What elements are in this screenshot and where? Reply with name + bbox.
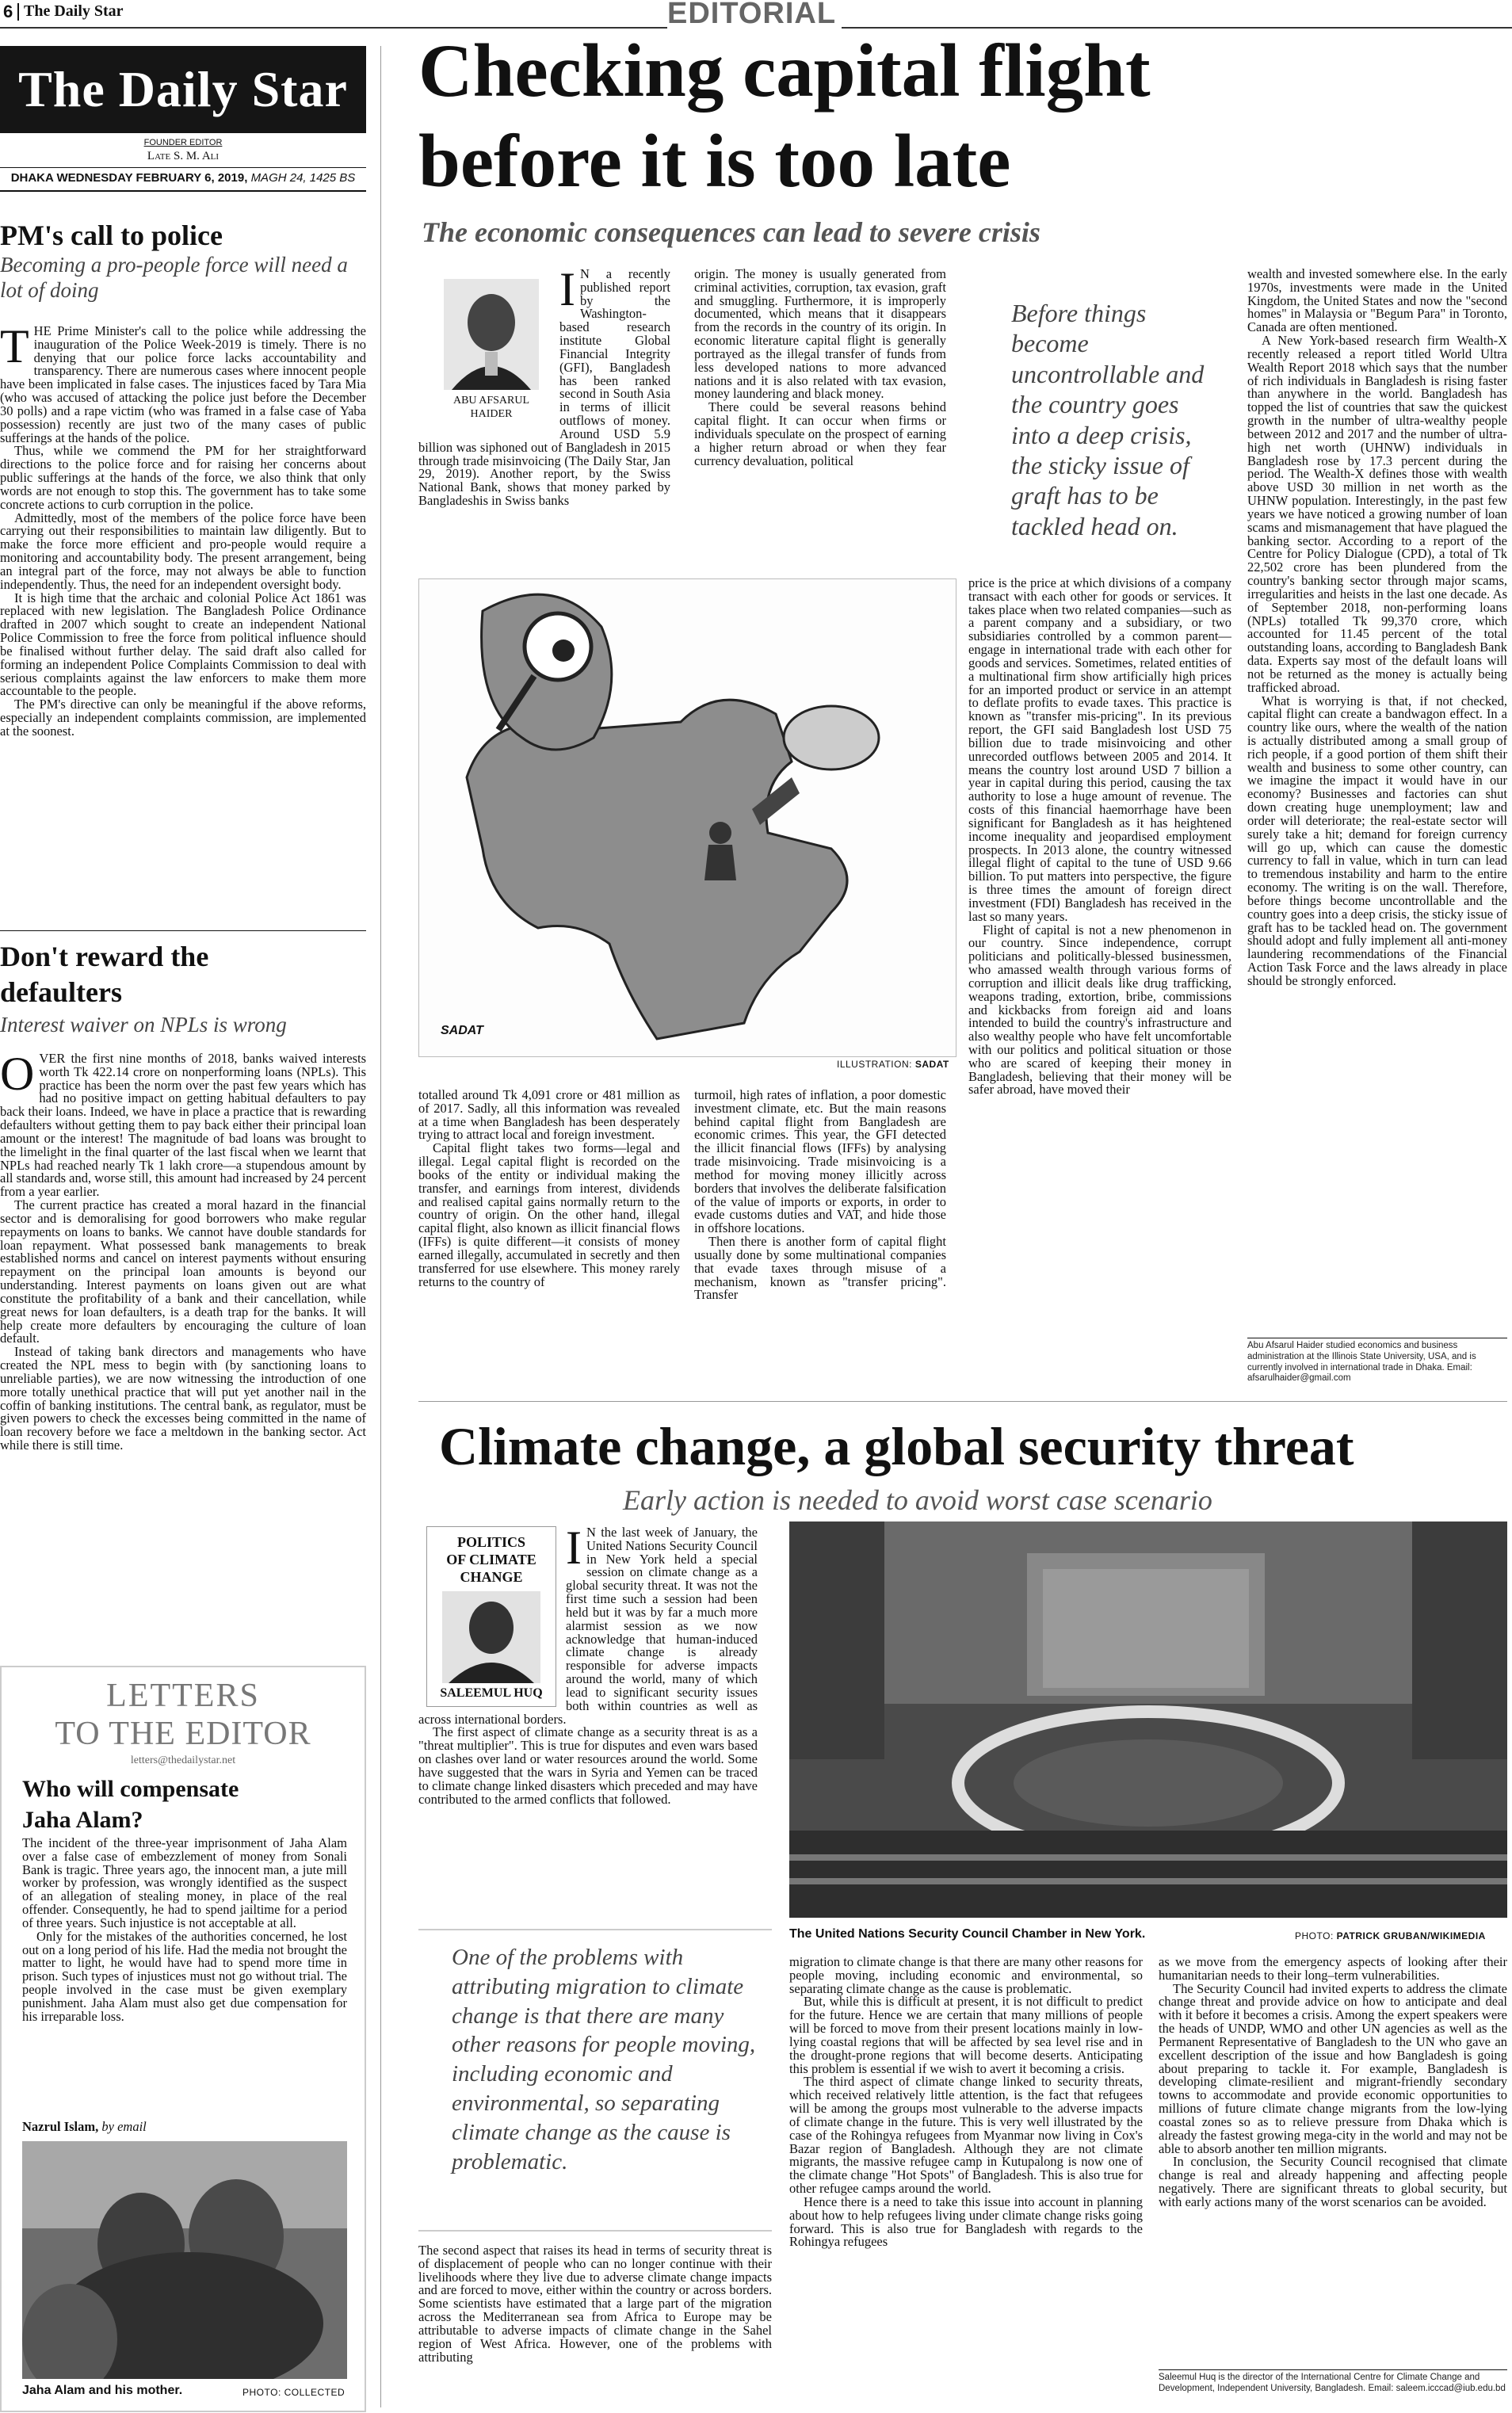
founder-label: FOUNDER EDITOR [143, 138, 223, 147]
article1-paragraph: What is worrying is that, if not checked, capital flight can create a bandwagon effect. In a country like ours, where the wealth of the nation is actually distributed among a small group of rich people, if a good portion of them shift their wealth and business to some other country, can we imagine the impact it would have in our economy? Businesses and factories can shut down creating huge unemployment; law and order will deteriorate; the real-estate sector will surely take a hit; demand for foreign currency will go up, which can cause the domestic currency to fall in value, which in turn can lead to tremendous instability and harm to the entire economy. The writing is on the wall. Therefore, before things become uncontrollable and the country goes into a deep crisis, the sticky issue of graft has to be tackled head on. The government should adopt and fully implement all anti-money laundering recommendations of the Financial Action Task Force and the laws already in place should be strongly enforced. [1247, 693, 1507, 988]
editorial2-headline: Don't reward the defaulters [0, 941, 209, 1008]
nameplate-title: The Daily Star [18, 61, 348, 117]
article2-photo-caption: The United Nations Security Council Chamber in New York. [789, 1927, 1146, 1941]
article1-col1 [418, 268, 670, 569]
letters-photo-caption: Jaha Alam and his mother. [22, 2384, 183, 2397]
article1-subhead: The economic consequences can lead to severe crisis [422, 216, 1040, 248]
column-label-float-space [418, 1526, 566, 1710]
letters-paragraph: The incident of the three-year imprisonment of Jaha Alam over a false case of embezzlement of money from Sonali Bank is tragic. Three years ago, the innocent man, a jute mill worker by profession, was wrongly identified as the suspect of an allegation of stealing money, in place of the real offender. Consequently, he had to spend jailtime for a period of three years. Such injustice is not acceptable at all. [22, 1837, 347, 1930]
article2-author: SALEEMUL HUQ [440, 1686, 543, 1700]
dateline [0, 171, 366, 185]
cartoon-signature: SADAT [441, 1024, 483, 1037]
letters-signature [22, 2119, 147, 2135]
editorial2-body [0, 1052, 366, 1615]
jaha-alam-photo-image [22, 2141, 347, 2379]
article2-col1 [418, 1526, 758, 1907]
letters-headline: Who will compensate Jaha Alam? [22, 1776, 239, 1833]
illustration-credit-label: ILLUSTRATION: [837, 1059, 912, 1070]
editorial1-paragraph: It is high time that the archaic and colonial Police Act 1861 was replaced with new legislation. The Bangladesh Police Ordinance drafted in 2007 which sought to create an independent National Police Commission to free the force from political influence should be finalised without further delay. The said draft also called for forming an independent Police Complaints Commission to deal with serious complaints against the law enforcers to make them more accountable to the people. [0, 590, 366, 699]
article2-headline: Climate change, a global security threat [439, 1416, 1354, 1476]
article1-paragraph: Capital flight takes two forms—legal and illegal. Legal capital flight is recorded on the books of the entity or individual making the transfer, and earnings from interest, dividends and realised capital gains normally return to the country of origin. On the other hand, illegal capital flight, also known as illicit financial flows (IFFs) is quite different—it consists of money earned illegally, accumulated in secretly and then transferred for use elsewhere. This money rarely returns to the country of [418, 1140, 680, 1289]
page-number: 6 [3, 2, 13, 21]
article1-bio: Abu Afsarul Haider studied economics and business administration at the Illinois State University, USA, and is currently involved in international trade in Dhaka. Email: afsarulhaider@gmail.com [1247, 1341, 1476, 1384]
article2-paragraph: as we move from the emergency aspects of looking after their humanitarian needs to their long–term vulnerabilities. [1159, 1956, 1507, 1983]
article2-col4 [1159, 1956, 1507, 2365]
article1-paragraph: Then there is another form of capital flight usually done by some multinational companies that evade taxes through misuse of a mechanism, known as "transfer pricing". Transfer [694, 1234, 946, 1303]
unsc-chamber-image [789, 1521, 1507, 1918]
article2-pullquote: One of the problems with attributing migration to climate change is that there are many other reasons for people moving, including economic and environmental, so separating climate change as the cause is problematic. [452, 1945, 756, 2174]
article1-author: ABU AFSARUL HAIDER [452, 395, 530, 420]
editorial1-subhead: Becoming a pro-people force will need a lot of doing [0, 253, 348, 303]
photo-credit-label: PHOTO: [1295, 1930, 1334, 1941]
photo-credit-name: PATRICK GRUBAN/WIKIMEDIA [1336, 1930, 1486, 1941]
article2-paragraph: migration to climate change is that there are many other reasons for people moving, including economic and environmental, so separating climate change as the cause is problematic. [789, 1956, 1143, 1996]
article1-paragraph: turmoil, high rates of inflation, a poor domestic investment climate, etc. But the main reasons behind capital flight from Bangladesh are economic crimes. This year, the GFI detected the illicit financial flows (IFFs) by analysing trade misinvoicing. Trade misinvoicing is a method for moving money illicitly across borders that involves the deliberate falsification of the value of imports or exports, in order to evade customs duties and VAT, and hide those in offshore locations. [694, 1089, 946, 1236]
article2-paragraph: In conclusion, the Security Council recognised that climate change is real and already happening and affecting people negatively. There are significant threats to global security, but with early actions many of the worst scenarios can be avoided. [1159, 2154, 1507, 2209]
article1-paragraph: IN a recently published report by the Washington-based research institute Global Financial Integrity (GFI), Bangladesh has been ranked second in South Asia in terms of illicit outflows of money. Around USD 5.9 billion was siphoned out of Bangladesh in 2015 through trade misinvoicing (The Daily Star, Jan 29, 2019). Another report, by the Swiss National Bank, shows that money parked by Bangladeshis in Swiss banks [418, 268, 670, 509]
letters-paragraph: Only for the mistakes of the authorities concerned, he lost out on a long period of his life. Had the media not brought the matter to light, he would have had to spend more time in prison. Such types of injustices must not go without trial. The people involved in the case must be given exemplary punishment. Jaha Alam must also get due compensation for his irreparable loss. [22, 1928, 347, 2024]
article1-paragraph: Flight of capital is not a new phenomenon in our country. Since independence, corrupt politicians and politically-blessed businessmen, who amassed wealth through various forms of corruption and illicit deals like drug trafficking, weapons trading, extortion, bribe, commissions and kickbacks from foreign aid and loans intended to build the country's infrastructure and also wealthy people who have felt uncomfortable with our politics and political situation or those who are scared of keeping their money in Bangladesh, believing that their money will be safer abroad, have moved their [968, 922, 1231, 1098]
article1-col6 [1247, 268, 1507, 1365]
article1-headline-line2: before it is too late [418, 119, 1011, 203]
editorial1-paragraph: The PM's directive can only be meaningful if the above reforms, especially an independent complaints commission, are implemented at the soonest. [0, 697, 366, 739]
editorial2-paragraph: The current practice has created a moral hazard in the financial sector and is demoralising for good borrowers who make regular repayments on loans to banks. We cannot have double standards for loan repayment. What possessed bank managements to break established norms and cancel on interest payments without ensuring repayment on the principal loan amounts is beyond our understanding. Interest payments on loans given out are what constitute the profitability of a bank and their cancellation, while great news for loan defaulters, is a death trap for the banks. It will help create more defaulters by encouraging the culture of loan default. [0, 1197, 366, 1346]
cartoon-map [419, 579, 956, 1056]
letters-header-line1: LETTERS [106, 1678, 260, 1714]
article2-column-label-line1: POLITICS [456, 1534, 526, 1550]
unsc-chamber-photo [789, 1521, 1507, 1918]
letters-body [22, 1837, 347, 2117]
article1-paragraph: wealth and invested somewhere else. In the early 1970s, investments were made in the United Kingdom, the United States and now the "second homes" in Malaysia or "Begum Para" in Toronto, Canada are often mentioned. [1247, 268, 1507, 335]
article2-paragraph: The second aspect that raises its head in terms of security threat is of displacement of people who can no longer continue with their livelihoods where they live due to adverse climate change impacts and are forced to move, either within the country or across borders. Some scientists have estimated that a large part of the migration across the Mediterranean sea from Africa to Europe may be attributable to adverse impacts of climate change in the Sahel region of West Africa. However, one of the problems with attributing [418, 2244, 772, 2365]
editorial1-paragraph: Admittedly, most of the members of the police force have been carrying out their responsibilities to maintain law diligently. But to make the force more efficient and pro-people would require a monitoring and accountability body. The present arrangement, being an integral part of the force, may not always be able to function independently. Thus, the need for an independent oversight body. [0, 510, 366, 592]
editorial2-subhead: Interest waiver on NPLs is wrong [0, 1013, 287, 1037]
article2-paragraph: IN the last week of January, the United Nations Security Council in New York held a special session on climate change as a global security threat. It was not the first time such a session had been held but it was by far a much more alarmist session as we now acknowledge that human-induced climate change is already responsible for adverse impacts around the world, many of which lead to significant security issues both within countries as well as across international borders. [418, 1526, 758, 1727]
article1-illustration-credit [837, 1059, 949, 1070]
dateline-bangla: MAGH 24, 1425 BS [250, 171, 356, 185]
article2-paragraph: Hence there is a need to take this issue into account in planning about how to help refugees living under climate change risks going forward. This is also true for Bangladesh with regards to the Rohingya refugees [789, 2193, 1143, 2250]
article1-pullquote: Before things become uncontrollable and the country goes into a deep crisis, the sticky issue of graft has to be tackled head on. [1011, 299, 1205, 540]
article1-paragraph: totalled around Tk 4,091 crore or 481 million as of 2017. Sadly, all this information was revealed at a time when Bangladesh has been desperately trying to attract local and foreign investment. [418, 1089, 680, 1143]
article1-paragraph: price is the price at which divisions of a company transact with each other for goods or services. It takes place when two related companies—such as a parent company and a subsidiary, or two subsidiaries controlled by a common parent—engage in international trade with each other for goods and services. Sometimes, related entities of a multinational firm show artificially high prices for an imported product or service in an attempt to deflate profits to evade taxes. This practice is known as "transfer mis-pricing". In its previous report, the GFI said Bangladesh lost USD 75 billion due to trade misinvoicing and other unrecorded outflows between 2005 and 2014. It means the country lost around USD 7 billion a year in capital during this period, causing the tax authority to lose a huge amount of revenue. The costs of this financial haemorrhage have been significant for Bangladesh as it has heightened income inequality and jeopardised employment prospects. In 2013 alone, the country witnessed illegal flight of capital to the tune of USD 9.66 billion. To put matters into perspective, the figure is three times the amount of foreign direct investment (FDI) Bangladesh has received in the last so many years. [968, 577, 1231, 924]
article2-col2 [418, 2244, 772, 2411]
article1-paragraph: There could be several reasons behind capital flight. It can occur when firms or individuals speculate on the prospect of earning a higher return abroad or when they fear currency devaluation, political [694, 399, 946, 468]
editorial1-body [0, 325, 366, 927]
section-label: EDITORIAL [667, 0, 837, 30]
editorial1-paragraph: THE Prime Minister's call to the police while addressing the inauguration of the Police Week-2019 is timely. There is no denying that our police force lacks accountability and transparency. There are numerous cases where innocent people have been implicated in false cases. The injustices faced by Tara Mia (who was accused of attacking the police just before the December 30 polls) and a rape victim (who was framed in a false case of Yaba possession) recently are just two of the many cases of public sufferings at the hands of the police. [0, 325, 366, 445]
letters-signature-via: by email [101, 2119, 147, 2134]
article2-col3 [789, 1956, 1143, 2411]
article2-column-label-line3: CHANGE [460, 1569, 523, 1585]
article1-paragraph: A New York-based research firm Wealth-X recently released a report titled World Ultra Wealth Report 2018 which says that the number of rich individuals in Bangladesh is rising faster than anywhere in the world. Bangladesh has topped the list of countries that saw the quickest growth in the number of ultra-wealthy people between 2012 and 2017 and the number of ultra-high net worth (UHNW) individuals in Bangladesh rose by 17.3 percent during the period. The Wealth-X defines those with wealth above USD 30 million in net worth as the UHNW population. Interestingly, in the past few years we have noticed a growing number of loan scams and mismanagement that have plagued the banking sector. According to a report of the Centre for Policy Dialogue (CPD), a total of Tk 22,502 crore has been plundered from the country's banking sector through major scams, irregularities and heists in the last one decade. As of September 2018, non-performing loans (NPLs) totalled Tk 99,370 crore, which accounted for 11.45 percent of the total outstanding loans, according to Bangladesh Bank data. Experts say most of the default loans will not be returned as the money is actually being trafficked abroad. [1247, 333, 1507, 695]
founder-name: Late S. M. Ali [147, 150, 220, 162]
letters-header-line2: TO THE EDITOR [55, 1716, 311, 1752]
article1-headline-line1: Checking capital flight [418, 29, 1151, 113]
illustration-credit-name: SADAT [914, 1059, 949, 1070]
article2-bio: Saleemul Huq is the director of the International Centre for Climate Change and Development, Independent University, Bangladesh. Email: saleem.icccad@iub.edu.bd [1159, 2373, 1506, 2393]
author-float-space [418, 268, 559, 437]
letters-email[interactable]: letters@thedailystar.net [130, 1754, 236, 1766]
article2-paragraph: The third aspect of climate change linked to security threats, which received relatively little attention, is the fact that refugees will be among the groups most vulnerable to the adverse impacts of climate change in the future. This is very well illustrated by the case of the Rohingya refugees from Myanmar now living in Cox's Bazar region of Bangladesh. Although they are not climate migrants, the massive refugee camp in Kutupalong is now one of the climate change "Hot Spots" of Bangladesh. This is also true for other refugee camps around the world. [789, 2074, 1143, 2197]
article2-column-label-line2: OF CLIMATE [446, 1552, 536, 1567]
jaha-alam-photo [22, 2141, 347, 2379]
article1-paragraph: origin. The money is usually generated from criminal activities, corruption, tax evasion, graft and smuggling. Furthermore, it is improperly documented, which means that it disappears from the records in the country of its origin. In economic literature capital flight is generally portrayed as the illegal transfer of funds from less developed nations to more advanced nations and it is also related with tax evasion, money laundering and black money. [694, 268, 946, 402]
article2-paragraph: But, while this is difficult at present, it is not difficult to predict for the future. Hence we are certain that many millions of people will be forced to move from their present locations mainly in low-lying coastal regions that will be affected by sea level rise and in the drought-prone regions that will become deserts. Anticipating this problem is essential if we wish to avert it becoming a crisis. [789, 1994, 1143, 2076]
article2-paragraph: The first aspect of climate change as a security threat is as a "threat multiplier". This is true for disputes and even wars based on clashes over land or water resources around the world. Some have suggested that the wars in Syria and Yemen can be traced to climate change linked disasters which preceded and may have contributed to the armed conflicts that followed. [418, 1724, 758, 1807]
masthead-paper-name: The Daily Star [24, 2, 124, 20]
nameplate [0, 46, 366, 133]
editorial1-paragraph: Thus, while we commend the PM for her straightforward directions to the police force and for raising her concerns about public sufferings at the hands of the force, we also think that only words are not enough to stop this. The government has to take some concrete actions to curb corruption in the police. [0, 443, 366, 512]
article1-col3 [418, 1089, 680, 1387]
editorial1-headline: PM's call to police [0, 220, 223, 251]
article1-illustration [418, 578, 956, 1057]
editorial2-paragraph: Instead of taking bank directors and managements who have created the NPL mess to begin with (by sanctioning loans to unreliable parties), we are now witnessing the introduction of one more totally unethical practice that will put yet another nail in the coffin of banking institutions. The central bank, as regulator, must be given powers to check the excesses being committed in the name of loan recovery before we face a meltdown in the banking sector. Act while there is still time. [0, 1344, 366, 1453]
article2-subhead: Early action is needed to avoid worst case scenario [623, 1484, 1212, 1516]
editorial2-paragraph: OVER the first nine months of 2018, banks waived interests worth Tk 422.14 crore on nonperforming loans (NPLs). This practice has been the norm over the past few years which has had no positive impact on getting habitual defaulters to pay back their loans. Indeed, we have in place a practice that is rewarding defaulters without getting them to pay back either their principal loan amount or the interest! The magnitude of bad loans was brought to the limelight in the final quarter of the last fiscal when we learnt that NPLs had reached nearly Tk 1 lakh crore—a stupendous amount by all standards and, worse still, this amount had increased by 24 percent from a year earlier. [0, 1052, 366, 1200]
letters-signature-name: Nazrul Islam, [22, 2119, 99, 2134]
article1-col4 [694, 1089, 946, 1387]
article2-photo-credit [1295, 1930, 1486, 1941]
article1-col5 [968, 577, 1231, 1387]
article1-col2 [694, 268, 946, 569]
dateline-date: DHAKA WEDNESDAY FEBRUARY 6, 2019, [10, 171, 248, 185]
article2-paragraph: The Security Council had invited experts to address the climate change threat and provide advice on how to anticipate and deal with it before it becomes a crisis. Among the expert speakers were the heads of UNDP, WMO and other UN agencies as well as the Permanent Representative of Bangladesh to the UN who gave an excellent description of the issue and how Bangladesh is going about preparing to tackle it. For example, Bangladesh is developing climate-resilient and migrant-friendly secondary towns to accommodate and provide economic opportunities to millions of future climate change migrants from the low-lying coastal zones so as to relieve pressure from Dhaka which is already the fastest growing mega-city in the world and may not be able to absorb another ten million migrants. [1159, 1980, 1507, 2156]
letters-photo-credit: PHOTO: COLLECTED [242, 2387, 346, 2398]
